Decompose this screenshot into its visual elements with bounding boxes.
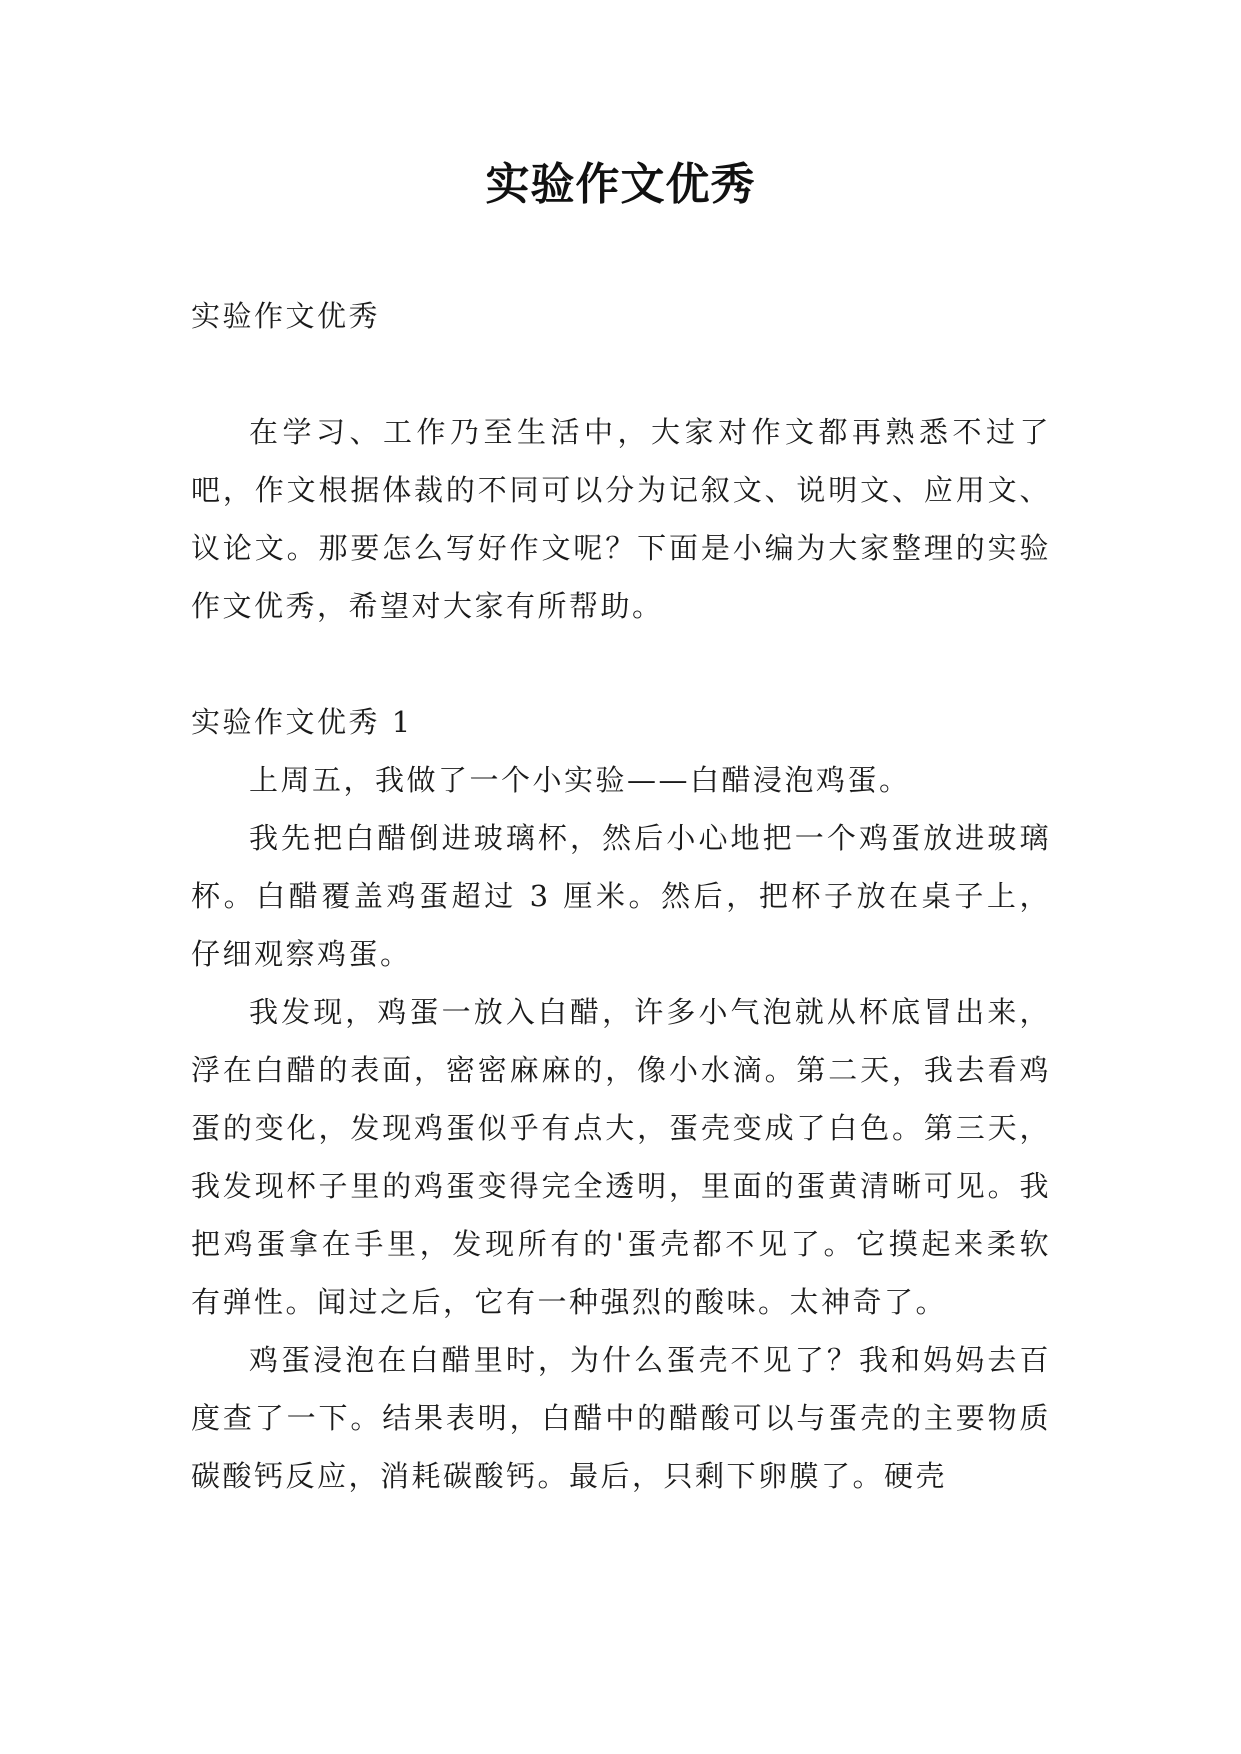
document-title: 实验作文优秀	[485, 159, 756, 210]
body-paragraph: 上周五，我做了一个小实验——白醋浸泡鸡蛋。	[249, 763, 911, 797]
document-body	[191, 287, 1051, 1505]
body-paragraph: 我先把白醋倒进玻璃杯，然后小心地把一个鸡蛋放进玻璃杯。白醋覆盖鸡蛋超过 3 厘米。然后，把杯子放在桌子上，仔细观察鸡蛋。	[191, 821, 1051, 971]
intro-paragraph: 在学习、工作乃至生活中，大家对作文都再熟悉不过了吧，作文根据体裁的不同可以分为记叙文、说明文、应用文、议论文。那要怎么写好作文呢？下面是小编为大家整理的实验作文优秀，希望对大家有所帮助。	[191, 415, 1051, 623]
document-subtitle: 实验作文优秀	[191, 299, 381, 333]
body-paragraph: 我发现，鸡蛋一放入白醋，许多小气泡就从杯底冒出来，浮在白醋的表面，密密麻麻的，像小水滴。第二天，我去看鸡蛋的变化，发现鸡蛋似乎有点大，蛋壳变成了白色。第三天，我发现杯子里的鸡蛋变得完全透明，里面的蛋黄清晰可见。我把鸡蛋拿在手里，发现所有的'蛋壳都不见了。它摸起来柔软有弹性。闻过之后，它有一种强烈的酸味。太神奇了。	[191, 995, 1051, 1319]
body-paragraph: 鸡蛋浸泡在白醋里时，为什么蛋壳不见了？我和妈妈去百度查了一下。结果表明，白醋中的醋酸可以与蛋壳的主要物质碳酸钙反应，消耗碳酸钙。最后，只剩下卵膜了。硬壳	[191, 1343, 1051, 1493]
section-heading: 实验作文优秀 1	[191, 705, 413, 739]
